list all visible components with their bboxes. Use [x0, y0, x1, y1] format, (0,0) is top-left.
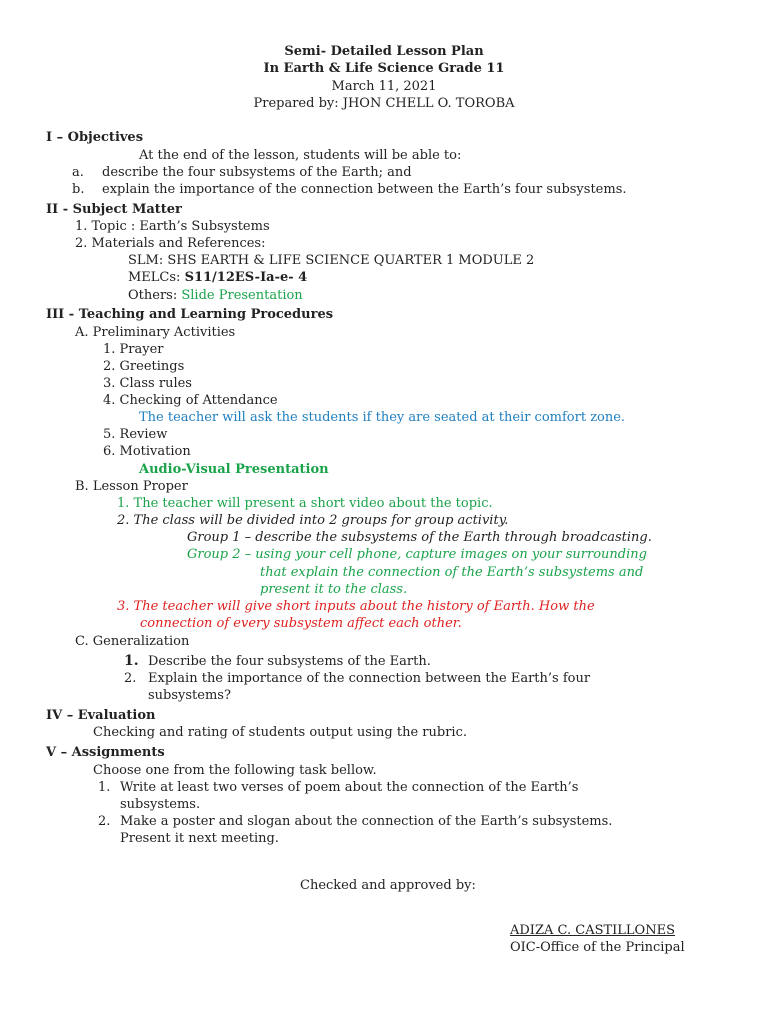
group-1: Group 1 – describe the subsystems of the Earth through broadcasting. [187, 530, 652, 545]
generalization-item-1 [124, 653, 431, 670]
assignment-item-2-cont: Present it next meeting. [120, 831, 279, 846]
attendance-note: The teacher will ask the students if they are seated at their comfort zone. [139, 410, 626, 425]
document-subtitle: In Earth & Life Science Grade 11 [263, 61, 505, 76]
subject-materials: 2. Materials and References: [75, 236, 266, 251]
prelim-item: 4. Checking of Attendance [103, 393, 278, 408]
group-2-line-1: Group 2 – using your cell phone, capture images on your surrounding [187, 547, 647, 562]
checked-approved-label: Checked and approved by: [300, 878, 476, 893]
subject-others [128, 287, 303, 304]
generalization-heading: C. Generalization [75, 634, 190, 649]
objectives-heading: I – Objectives [46, 130, 144, 145]
assignment-text-1: Write at least two verses of poem about the connection of the Earth’s [120, 780, 579, 795]
lesson-proper-item-2: 2. The class will be divided into 2 groups for group activity. [117, 513, 509, 528]
assignment-text-2: Make a poster and slogan about the connection of the Earth’s subsystems. [120, 814, 613, 829]
assignment-item-2 [98, 813, 612, 830]
evaluation-heading: IV – Evaluation [46, 708, 156, 723]
prelim-item: 1. Prayer [103, 342, 164, 357]
document-title: Semi- Detailed Lesson Plan [284, 44, 484, 59]
objective-item-b [72, 181, 627, 198]
approver-name: ADIZA C. CASTILLONES [510, 923, 675, 938]
generalization-item-2-cont: subsystems? [148, 688, 231, 703]
assignments-heading: V – Assignments [46, 745, 165, 760]
subject-heading: II - Subject Matter [46, 202, 182, 217]
lesson-proper-item-3-line-2: connection of every subsystem affect each other. [140, 616, 462, 631]
procedures-heading: III - Teaching and Learning Procedures [46, 307, 334, 322]
approver-title: OIC-Office of the Principal [510, 940, 685, 955]
objective-text-a: describe the four subsystems of the Earth; and [102, 165, 412, 180]
group-2-line-2: that explain the connection of the Earth’s subsystems and [260, 565, 644, 580]
assignment-num-2: 2. [98, 814, 111, 829]
group-2-line-3: present it to the class. [260, 582, 408, 597]
assignments-intro: Choose one from the following task bellow. [93, 763, 377, 778]
prepared-by: Prepared by: JHON CHELL O. TOROBA [253, 96, 515, 111]
prelim-item: 6. Motivation [103, 444, 191, 459]
others-value: Slide Presentation [181, 288, 303, 303]
preliminary-heading: A. Preliminary Activities [75, 325, 236, 340]
objective-marker-a: a. [72, 165, 84, 180]
others-label: Others: [128, 288, 178, 303]
generalization-num-2: 2. [124, 671, 137, 686]
subject-slm: SLM: SHS EARTH & LIFE SCIENCE QUARTER 1 MODULE 2 [128, 253, 535, 268]
evaluation-text: Checking and rating of students output using the rubric. [93, 725, 467, 740]
objective-item-a [72, 164, 412, 181]
lesson-proper-item-3-line-1: 3. The teacher will give short inputs about the history of Earth. How the [117, 599, 595, 614]
prelim-item: 2. Greetings [103, 359, 185, 374]
objectives-intro: At the end of the lesson, students will be able to: [139, 148, 462, 163]
subject-topic: 1. Topic : Earth’s Subsystems [75, 219, 270, 234]
objective-text-b: explain the importance of the connection between the Earth’s four subsystems. [102, 182, 627, 197]
generalization-text-2: Explain the importance of the connection between the Earth’s four [148, 671, 591, 686]
assignment-item-1-cont: subsystems. [120, 797, 201, 812]
prelim-item: 3. Class rules [103, 376, 192, 391]
generalization-text-1: Describe the four subsystems of the Earth. [148, 654, 431, 669]
prelim-item: 5. Review [103, 427, 168, 442]
subject-melcs [128, 269, 307, 286]
objective-marker-b: b. [72, 182, 85, 197]
assignment-item-1 [98, 779, 578, 796]
generalization-item-2 [124, 670, 590, 687]
melcs-label: MELCs: [128, 270, 181, 285]
lesson-proper-item-1: 1. The teacher will present a short video about the topic. [117, 496, 493, 511]
generalization-num-1: 1. [124, 653, 139, 669]
lesson-proper-heading: B. Lesson Proper [75, 479, 188, 494]
av-presentation: Audio-Visual Presentation [139, 462, 329, 477]
document-date: March 11, 2021 [331, 79, 437, 94]
assignment-num-1: 1. [98, 780, 111, 795]
melcs-code: S11/12ES-Ia-e- 4 [184, 270, 308, 285]
